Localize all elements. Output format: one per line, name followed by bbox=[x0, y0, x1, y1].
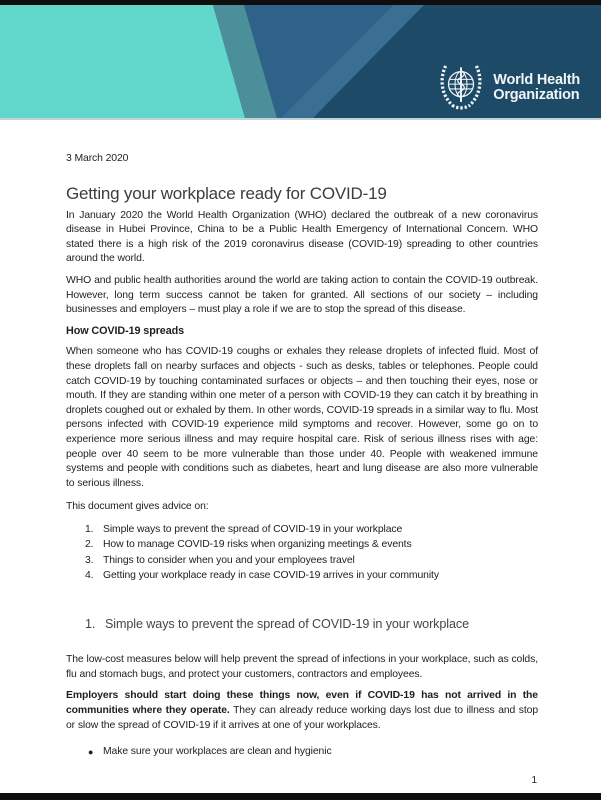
list-item-number: 4. bbox=[85, 570, 94, 582]
document-header-banner bbox=[0, 5, 601, 118]
who-emblem-icon bbox=[436, 62, 486, 114]
who-logo bbox=[436, 62, 580, 114]
list-item-text: Simple ways to prevent the spread of COVID-19 in your workplace bbox=[103, 523, 403, 535]
list-item bbox=[85, 569, 538, 582]
intro-paragraph-2: WHO and public health authorities around the world are taking action to contain the COVID-19 outbreak. However, long term success cannot be taken for granted. All sections of our society – including businesses and employers – must play a role if we are to stop the spread of this disease. bbox=[66, 274, 538, 316]
section-1-number: 1. bbox=[85, 617, 96, 632]
employers-paragraph bbox=[66, 689, 538, 733]
bullet-item-text: Make sure your workplaces are clean and hygienic bbox=[103, 746, 332, 758]
employers-paragraph-bold: Employers should start doing these things now, even if COVID-19 has not arrived in the communities where they operate. bbox=[66, 690, 538, 717]
how-covid-spreads-paragraph: When someone who has COVID-19 coughs or exhales they release droplets of infected fluid. Most of these droplets fall on nearby surfaces and objects - such as desks, tables or telephones. People could catch COVID-19 by touching contaminated surfaces or objects – and then touching their eyes, nose or mouth. If they are standing within one meter of a person with COVID-19 they can catch it by breathing in droplets coughed out or exhaled by them. In other words, COVID-19 spreads in a similar way to flu. Most persons infected with COVID-19 experience mild symptoms and recover. However, some go on to experience more serious illness and may require hospital care. Risk of serious illness rises with age: people over 40 seem to be more vulnerable than those under 40. People with weakened immune systems and people with conditions such as diabetes, heart and lung disease are also more vulnerable to serious illness. bbox=[66, 346, 538, 489]
employers-paragraph-rest: They can already reduce working days lost due to illness and stop or slow the spread of COVID-19 if it arrives at one of your workplaces. bbox=[66, 705, 538, 731]
list-item-text: Getting your workplace ready in case COVID-19 arrives in your community bbox=[103, 570, 439, 582]
list-item-text: How to manage COVID-19 risks when organizing meetings & events bbox=[103, 539, 412, 551]
who-logo-text bbox=[493, 73, 580, 104]
list-item bbox=[85, 523, 538, 536]
list-item bbox=[85, 554, 538, 567]
viewer-bottom-edge bbox=[0, 793, 601, 800]
document-body bbox=[66, 120, 538, 789]
who-logo-line1: World Health bbox=[493, 71, 580, 88]
advice-numbered-list bbox=[66, 523, 538, 582]
list-item-text: Things to consider when you and your employees travel bbox=[103, 554, 355, 566]
intro-paragraph-1: In January 2020 the World Health Organization (WHO) declared the outbreak of a new coronavirus disease in Hubei Province, China to be a Public Health Emergency of International Concern. WHO stated there is a high risk of the 2019 coronavirus disease (COVID-19) spreading to other countries around the world. bbox=[66, 209, 538, 265]
list-item-number: 1. bbox=[85, 523, 94, 535]
document-date: 3 March 2020 bbox=[66, 153, 129, 164]
page-number: 1 bbox=[531, 775, 537, 787]
list-item-number: 2. bbox=[85, 539, 94, 551]
bullet-marker-icon: ● bbox=[88, 747, 94, 758]
list-item-number: 3. bbox=[85, 554, 94, 566]
bullet-item bbox=[88, 745, 538, 759]
section-1-heading-text: Simple ways to prevent the spread of COVID-19 in your workplace bbox=[105, 617, 469, 632]
advice-intro-line: This document gives advice on: bbox=[66, 501, 209, 513]
document-title: Getting your workplace ready for COVID-19 bbox=[66, 183, 387, 203]
list-item bbox=[85, 538, 538, 551]
lowcost-paragraph: The low-cost measures below will help prevent the spread of infections in your workplace, such as colds, flu and stomach bugs, and protect your customers, contractors and employees. bbox=[66, 654, 538, 680]
how-covid-spreads-heading: How COVID-19 spreads bbox=[66, 324, 184, 337]
section-1-heading bbox=[66, 616, 538, 632]
who-logo-line2: Organization bbox=[493, 87, 580, 103]
